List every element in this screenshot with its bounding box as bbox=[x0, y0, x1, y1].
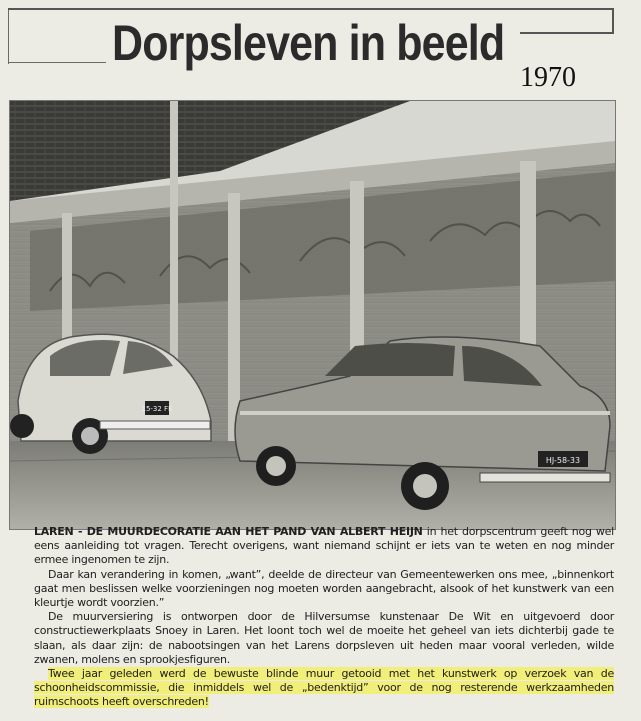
year-label: 1970 bbox=[520, 62, 576, 93]
highlighted-text: Twee jaar geleden werd de bewuste blinde muur getooid met het kunstwerk op verzoek van de schoonheidscommissie, die inmiddels wel de „bedenktijd” voor de nog resterende werkzaamheden ruimschoots heeft overschreden! bbox=[34, 667, 614, 709]
paragraph-3: De muurversiering is ontworpen door de Hilversumse kunstenaar De Wit en uitgevoerd door constructiewerkplaats Snoey in Laren. Het loont toch wel de moeite het geheel van iets dichterbij gade te slaan, als daar zijn: de nabootsingen van het Larens dorpsleven uit heden maar vooral verleden, wilde zwanen, molens en sprookjesfiguren. bbox=[34, 610, 614, 666]
frame-rule-right bbox=[612, 8, 614, 32]
plate-left: 15-32 FE bbox=[141, 405, 173, 413]
frame-rule-top bbox=[8, 8, 614, 10]
lead-caps: LAREN - DE MUURDECORATIE AAN HET PAND VAN ALBERT HEIJN bbox=[34, 525, 423, 538]
frame-rule-bottom bbox=[8, 62, 106, 63]
frame-rule-left bbox=[8, 8, 9, 64]
paragraph-4-highlighted bbox=[34, 667, 614, 710]
paragraph-2: Daar kan verandering in komen, „want”, deelde de directeur van Gemeentewerken ons mee, „binnenkort gaat men beslissen welke voorzieningen nog moeten worden aangebracht, alsook of het kunstwerk van een kleurtje wordt voorzien.” bbox=[34, 567, 614, 610]
paragraph-1-text: in het dorpscentrum geeft nog wel eens aanleiding tot vragen. Terecht overigens, want niemand schijnt er iets van te weten en nog minder ermee ingenomen te zijn. bbox=[34, 525, 614, 567]
news-photo bbox=[9, 100, 616, 530]
paragraph-1 bbox=[34, 525, 614, 568]
frame-rule-right-bottom bbox=[520, 32, 614, 34]
article-body bbox=[34, 525, 614, 710]
photo-illustration bbox=[10, 101, 615, 529]
page-title: Dorpsleven in beeld bbox=[112, 15, 505, 71]
plate-right: HJ-58-33 bbox=[545, 456, 581, 465]
